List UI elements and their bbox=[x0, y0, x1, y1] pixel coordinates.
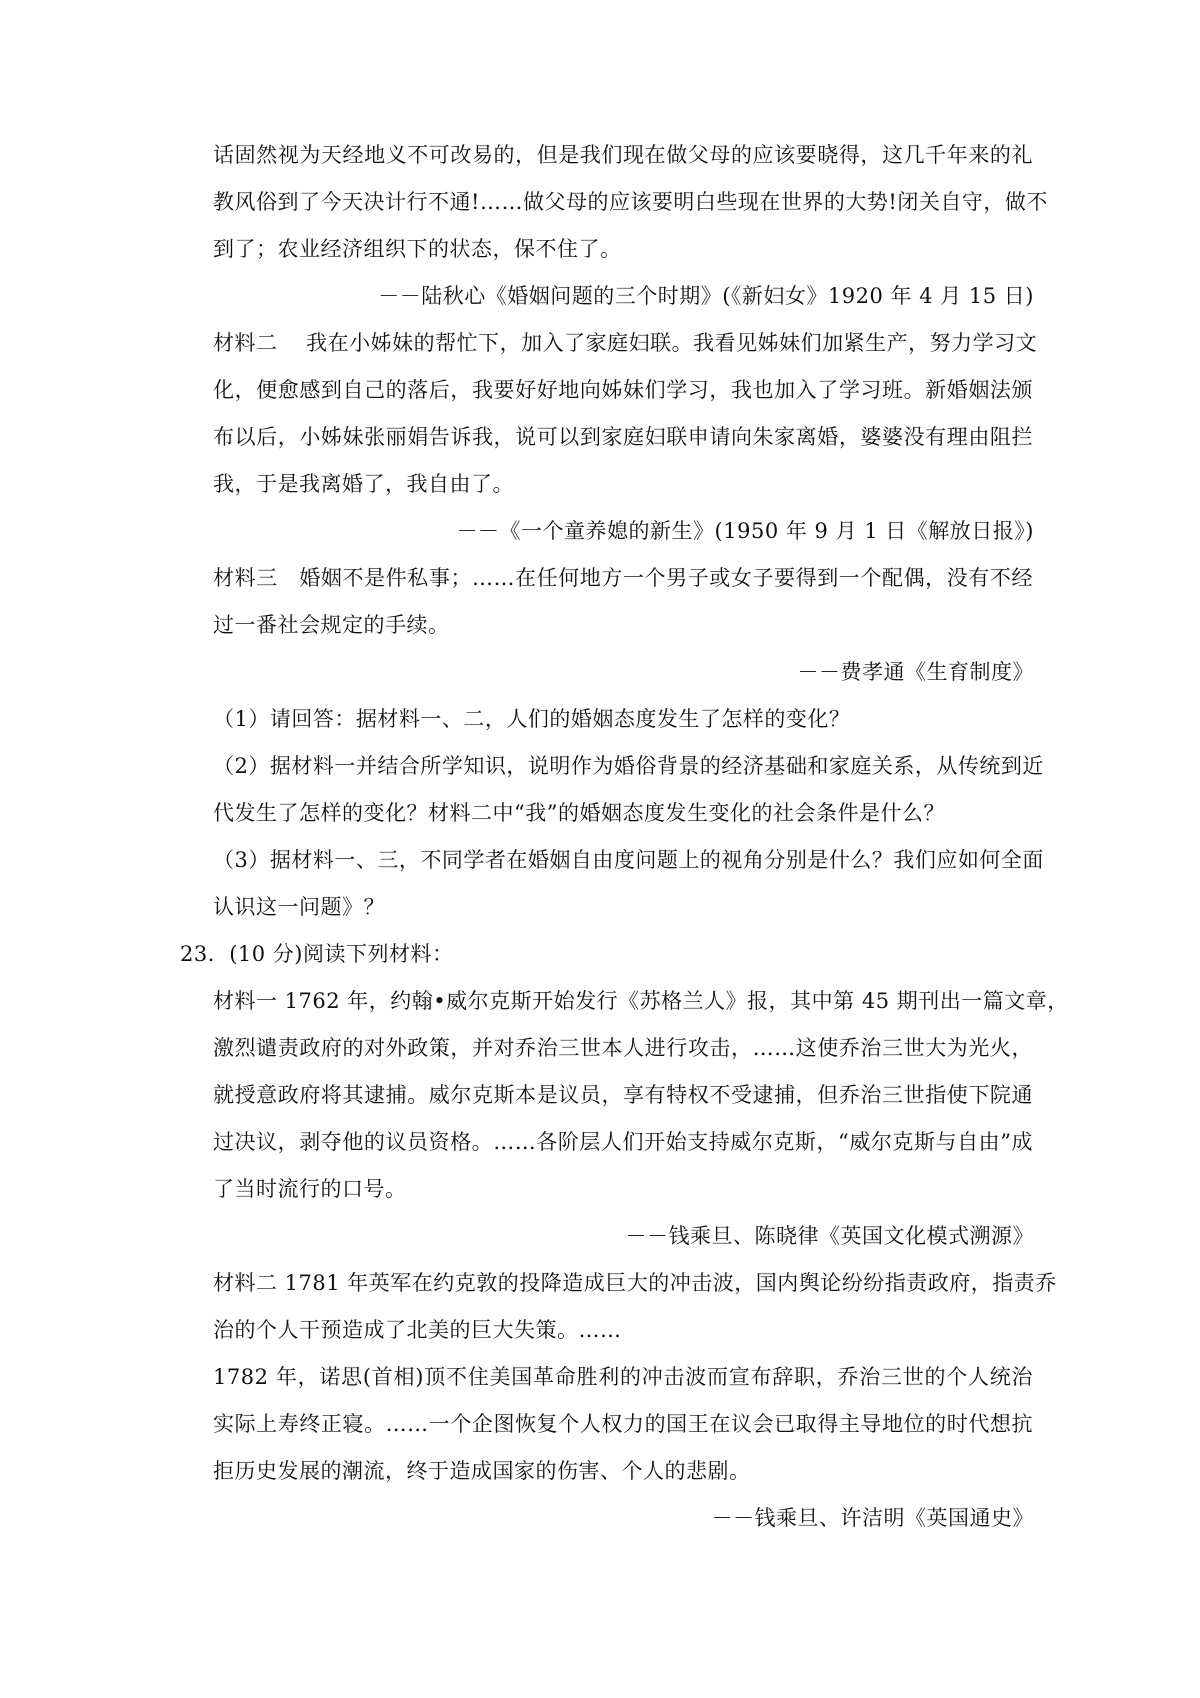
question-3-line: 认识这一问题》？ bbox=[213, 895, 385, 919]
q23-material1-source: －－钱乘旦、陈晓律《英国文化模式溯源》 bbox=[625, 1224, 1034, 1248]
question-1: （1）请回答：据材料一、二，人们的婚姻态度发生了怎样的变化？ bbox=[213, 707, 851, 731]
material3-text-line: 过一番社会规定的手续。 bbox=[213, 613, 450, 637]
question-23-header: 23．(10 分)阅读下列材料： bbox=[180, 942, 454, 966]
material2-text-line: 材料二 我在小姊妹的帮忙下，加入了家庭妇联。我看见姊妹们加紧生产，努力学习文 bbox=[213, 331, 1038, 355]
q23-material1-line: 材料一 1762 年，约翰•威尔克斯开始发行《苏格兰人》报，其中第 45 期刊出一篇文章， bbox=[213, 989, 1069, 1013]
q23-material2-line: 拒历史发展的潮流，终于造成国家的伤害、个人的悲剧。 bbox=[213, 1459, 751, 1483]
material3-source: －－费孝通《生育制度》 bbox=[797, 660, 1034, 684]
material1-source: －－陆秋心《婚姻问题的三个时期》(《新妇女》1920 年 4 月 15 日) bbox=[378, 284, 1034, 308]
material1-text-line: 话固然视为天经地义不可改易的，但是我们现在做父母的应该要晓得，这几千年来的礼 bbox=[213, 143, 1033, 167]
material2-source: －－《一个童养媳的新生》(1950 年 9 月 1 日《解放日报》) bbox=[456, 519, 1034, 543]
material3-text-line: 材料三 婚姻不是件私事；……在任何地方一个男子或女子要得到一个配偶，没有不经 bbox=[213, 566, 1033, 590]
q23-material1-line: 过决议，剥夺他的议员资格。……各阶层人们开始支持威尔克斯，“威尔克斯与自由”成 bbox=[213, 1130, 1033, 1154]
q23-material2-line: 实际上寿终正寝。……一个企图恢复个人权力的国王在议会已取得主导地位的时代想抗 bbox=[213, 1412, 1033, 1436]
q23-material2-source: －－钱乘旦、许洁明《英国通史》 bbox=[711, 1506, 1034, 1530]
material2-text-line: 化，便愈感到自己的落后，我要好好地向姊妹们学习，我也加入了学习班。新婚姻法颁 bbox=[213, 378, 1033, 402]
q23-material2-line: 1782 年，诺思(首相)顶不住美国革命胜利的冲击波而宣布辞职，乔治三世的个人统治 bbox=[213, 1365, 1033, 1389]
question-2-line: 代发生了怎样的变化？材料二中“我”的婚姻态度发生变化的社会条件是什么？ bbox=[213, 801, 945, 825]
material1-text-line: 到了；农业经济组织下的状态，保不住了。 bbox=[213, 237, 622, 261]
q23-material2-line: 治的个人干预造成了北美的巨大失策。…… bbox=[213, 1318, 622, 1342]
question-3-line: （3）据材料一、三，不同学者在婚姻自由度问题上的视角分别是什么？我们应如何全面 bbox=[213, 848, 1044, 872]
q23-material1-line: 了当时流行的口号。 bbox=[213, 1177, 407, 1201]
question-2-line: （2）据材料一并结合所学知识，说明作为婚俗背景的经济基础和家庭关系，从传统到近 bbox=[213, 754, 1044, 778]
q23-material2-line: 材料二 1781 年英军在约克敦的投降造成巨大的冲击波，国内舆论纷纷指责政府，指责乔 bbox=[213, 1271, 1057, 1295]
material1-text-line: 教风俗到了今天决计行不通!……做父母的应该要明白些现在世界的大势!闭关自守，做不 bbox=[213, 190, 1048, 214]
material2-text-line: 我，于是我离婚了，我自由了。 bbox=[213, 472, 514, 496]
material2-text-line: 布以后，小姊妹张丽娟告诉我，说可以到家庭妇联申请向朱家离婚，婆婆没有理由阻拦 bbox=[213, 425, 1033, 449]
q23-material1-line: 就授意政府将其逮捕。威尔克斯本是议员，享有特权不受逮捕，但乔治三世指使下院通 bbox=[213, 1083, 1033, 1107]
q23-material1-line: 激烈谴责政府的对外政策，并对乔治三世本人进行攻击，……这使乔治三世大为光火， bbox=[213, 1036, 1033, 1060]
